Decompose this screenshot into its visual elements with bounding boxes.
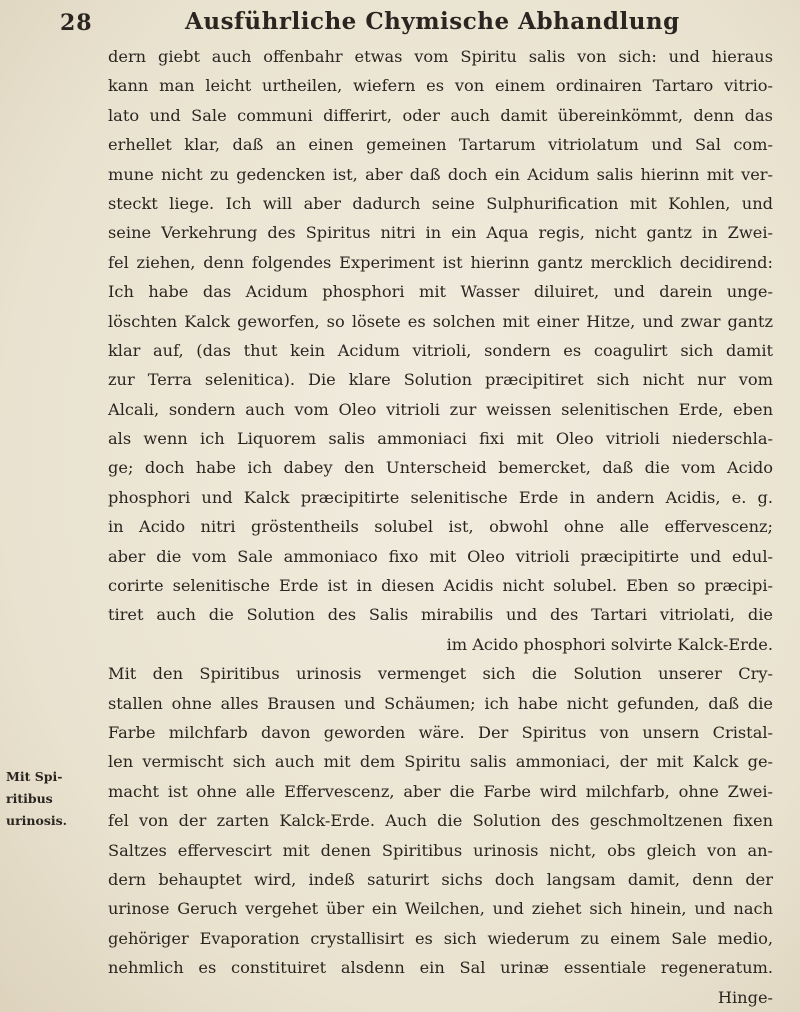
margin-note-line: Mit Spi- bbox=[6, 769, 63, 784]
text-line: stallen ohne alles Brausen und Schäumen; ich habe nicht gefunden, daß die bbox=[108, 693, 773, 713]
text-line: Saltzes effervescirt mit denen Spiritibus urinosis nicht, obs gleich von an- bbox=[108, 840, 773, 860]
text-line: mune nicht zu gedencken ist, aber daß doch ein Acidum salis hierinn mit ver- bbox=[108, 164, 773, 184]
text-line: löschten Kalck geworfen, so lösete es solchen mit einer Hitze, und zwar gantz bbox=[108, 311, 773, 331]
text-line: nehmlich es constituiret alsdenn ein Sal urinæ essentiale regeneratum. bbox=[108, 958, 773, 978]
text-line: in Acido nitri gröstentheils solubel ist, obwohl ohne alle effervescenz; bbox=[108, 517, 773, 537]
page-number: 28 bbox=[60, 10, 93, 36]
text-line: zur Terra selenitica). Die klare Solution præcipitiret sich nicht nur vom bbox=[108, 370, 773, 390]
margin-note-line: urinosis. bbox=[6, 813, 68, 828]
text-line: tiret auch die Solution des Salis mirabilis und des Tartari vitriolati, die bbox=[108, 605, 773, 625]
text-line: aber die vom Sale ammoniaco fixo mit Oleo vitrioli præcipitirte und edul- bbox=[108, 546, 773, 566]
text-line: erhellet klar, daß an einen gemeinen Tartarum vitriolatum und Sal com- bbox=[108, 135, 773, 155]
text-line: fel ziehen, denn folgendes Experiment ist hierinn gantz mercklich decidirend: bbox=[108, 252, 773, 272]
text-line: Mit den Spiritibus urinosis vermenget sich die Solution unserer Cry- bbox=[108, 664, 773, 684]
text-line: dern giebt auch offenbahr etwas vom Spiritu salis von sich: und hieraus bbox=[108, 47, 773, 66]
page-header bbox=[60, 6, 760, 40]
text-line: gehöriger Evaporation crystallisirt es sich wiederum zu einem Sale medio, bbox=[108, 928, 773, 948]
text-line: phosphori und Kalck præcipitirte selenitische Erde in andern Acidis, e. g. bbox=[108, 487, 773, 507]
text-line: kann man leicht urtheilen, wiefern es von einem ordinairen Tartaro vitrio- bbox=[108, 76, 773, 96]
text-line: ge; doch habe ich dabey den Unterscheid bemercket, daß die vom Acido bbox=[108, 458, 773, 478]
text-line: macht ist ohne alle Effervescenz, aber die Farbe wird milchfarb, ohne Zwei- bbox=[108, 781, 773, 801]
text-line: klar auf, (das thut kein Acidum vitrioli, sondern es coagulirt sich damit bbox=[108, 340, 773, 360]
text-line: Alcali, sondern auch vom Oleo vitrioli zur weissen selenitischen Erde, eben bbox=[108, 399, 773, 419]
text-line: len vermischt sich auch mit dem Spiritu salis ammoniaci, der mit Kalck ge- bbox=[108, 752, 773, 772]
margin-note-line: ritibus bbox=[6, 791, 53, 806]
text-line: Ich habe das Acidum phosphori mit Wasser diluiret, und darein unge- bbox=[108, 282, 773, 302]
running-head: Ausführliche Chymische Abhandlung bbox=[185, 8, 680, 35]
text-line: dern behauptet wird, indeß saturirt sichs doch langsam damit, denn der bbox=[108, 869, 773, 889]
text-line: im Acido phosphori solvirte Kalck-Erde. bbox=[446, 634, 773, 654]
body-text bbox=[108, 42, 773, 1012]
catchword: Hinge- bbox=[717, 987, 773, 1007]
text-line: Farbe milchfarb davon geworden wäre. Der Spiritus von unsern Cristal- bbox=[108, 722, 773, 742]
text-line: corirte selenitische Erde ist in diesen Acidis nicht solubel. Eben so præcipi- bbox=[108, 576, 773, 596]
text-line: lato und Sale communi differirt, oder auch damit übereinkömmt, denn das bbox=[108, 105, 773, 125]
text-line: als wenn ich Liquorem salis ammoniaci fixi mit Oleo vitrioli niederschla- bbox=[108, 429, 773, 449]
text-line: seine Verkehrung des Spiritus nitri in ein Aqua regis, nicht gantz in Zwei- bbox=[108, 223, 773, 243]
margin-note bbox=[6, 766, 74, 832]
text-line: urinose Geruch vergehet über ein Weilchen, und ziehet sich hinein, und nach bbox=[108, 899, 773, 919]
text-line: fel von der zarten Kalck-Erde. Auch die Solution des geschmoltzenen fixen bbox=[108, 811, 773, 831]
text-line: steckt liege. Ich will aber dadurch seine Sulphurification mit Kohlen, und bbox=[108, 193, 773, 213]
